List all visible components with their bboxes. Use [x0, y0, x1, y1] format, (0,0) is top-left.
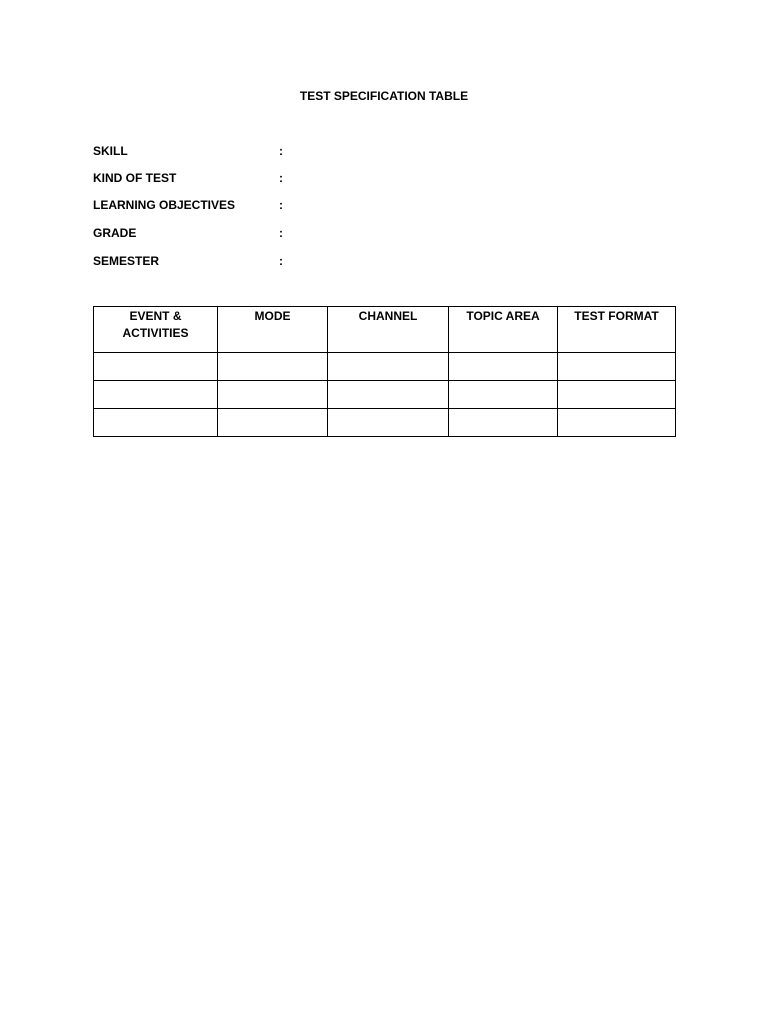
table-row: [94, 409, 676, 437]
table-row: [94, 353, 676, 381]
table-cell: [218, 353, 328, 381]
table-cell: [218, 409, 328, 437]
table-cell: [328, 353, 449, 381]
field-label-kind-of-test: KIND OF TEST: [93, 171, 177, 185]
table-cell: [558, 353, 676, 381]
table-row: [94, 381, 676, 409]
field-colon-learning-objectives: :: [279, 198, 283, 212]
field-label-semester: SEMESTER: [93, 254, 160, 268]
field-colon-grade: :: [279, 226, 283, 240]
table-header-row: [94, 307, 676, 353]
field-colon-kind-of-test: :: [279, 171, 283, 185]
document-title: TEST SPECIFICATION TABLE: [299, 89, 469, 103]
table-cell: [94, 381, 218, 409]
table-cell: [449, 381, 558, 409]
field-label-skill: SKILL: [93, 144, 128, 158]
table-cell: [94, 409, 218, 437]
header-test-format: TEST FORMAT: [558, 307, 676, 353]
table-cell: [449, 353, 558, 381]
header-event-activities: EVENT & ACTIVITIES: [94, 307, 218, 353]
table-cell: [449, 409, 558, 437]
table-cell: [218, 381, 328, 409]
table-cell: [328, 409, 449, 437]
table-cell: [94, 353, 218, 381]
table-cell: [558, 409, 676, 437]
header-topic-area: TOPIC AREA: [449, 307, 558, 353]
table-cell: [328, 381, 449, 409]
table-cell: [558, 381, 676, 409]
field-label-learning-objectives: LEARNING OBJECTIVES: [93, 198, 236, 212]
field-colon-skill: :: [279, 144, 283, 158]
test-specification-table: [93, 306, 676, 437]
field-colon-semester: :: [279, 254, 283, 268]
header-channel: CHANNEL: [328, 307, 449, 353]
header-mode: MODE: [218, 307, 328, 353]
field-label-grade: GRADE: [93, 226, 137, 240]
